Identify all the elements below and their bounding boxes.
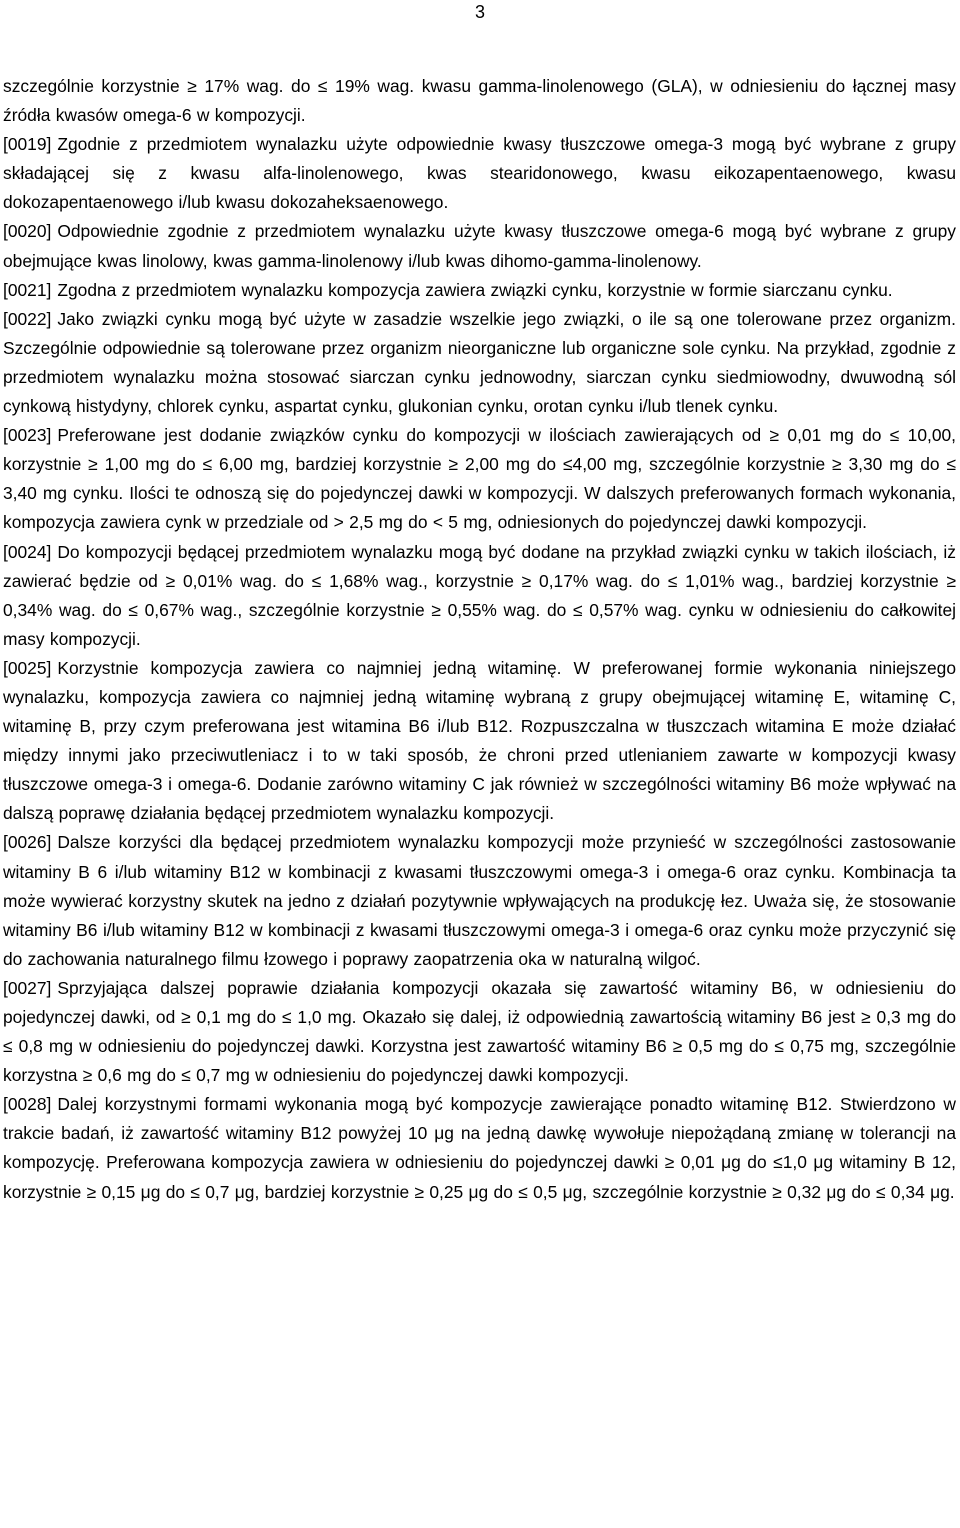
paragraph-0020 — [3, 217, 956, 275]
paragraph-number: [0021] — [3, 279, 52, 300]
paragraph-0024 — [3, 538, 956, 654]
paragraph-0022 — [3, 305, 956, 421]
paragraph-number: [0023] — [3, 425, 52, 446]
paragraph-text: Dalej korzystnymi formami wykonania mogą być kompozycje zawierające ponadto witaminę B12. Stwierdzono w trakcie badań, iż zawartość witaminy B12 powyżej 10 μg na jedną dawkę wywołuje niepożądaną zmianę w tolerancji na kompozycję. Preferowana kompozycja zawiera w odniesieniu do pojedynczej dawki ≥ 0,01 μg do ≤1,0 μg witaminy B 12, korzystnie ≥ 0,15 μg do ≤ 0,7 μg, bardziej korzystnie ≥ 0,25 μg do ≤ 0,5 μg, szczególnie korzystnie ≥ 0,32 μg do ≤ 0,34 μg. — [3, 1094, 956, 1202]
paragraph-0019 — [3, 130, 956, 217]
paragraph-number: [0022] — [3, 308, 52, 329]
paragraph-0023 — [3, 421, 956, 537]
paragraph-0027 — [3, 974, 956, 1090]
paragraph-text: Odpowiednie zgodnie z przedmiotem wynalazku użyte kwasy tłuszczowe omega-6 mogą być wybrane z grupy obejmujące kwas linolowy, kwas gamma-linolenowy i/lub kwas dihomo-gamma-linolenowy. — [3, 221, 956, 271]
paragraph-number: [0019] — [3, 134, 52, 155]
paragraph-number: [0025] — [3, 657, 52, 678]
paragraph-text: Korzystnie kompozycja zawiera co najmniej jedną witaminę. W preferowanej formie wykonania niniejszego wynalazku, kompozycja zawiera co najmniej jedną witaminę wybraną z grupy obejmującej witaminę E, witaminę C, witaminę B, przy czym preferowana jest witamina B6 i/lub B12. Rozpuszczalna w tłuszczach witamina E może działać między innymi jako przeciwutleniacz i to w taki sposób, że chroni przed utlenianiem zawarte w kompozycji kwasy tłuszczowe omega-3 i omega-6. Dodanie zarówno witaminy C jak również w szczególności witaminy B6 może wpływać na dalszą poprawę działania będącej przedmiotem wynalazku kompozycji. — [3, 657, 956, 824]
paragraph-text: Sprzyjająca dalszej poprawie działania kompozycji okazała się zawartość witaminy B6, w odniesieniu do pojedynczej dawki, od ≥ 0,1 mg do ≤ 1,0 mg. Okazało się dalej, iż odpowiednią zawartością witaminy B6 jest ≥ 0,3 mg do ≤ 0,8 mg w odniesieniu do pojedynczej dawki. Korzystna jest zawartość witaminy B6 ≥ 0,5 mg do ≤ 0,75 mg, szczególnie korzystna ≥ 0,6 mg do ≤ 0,7 mg w odniesieniu do pojedynczej dawki kompozycji. — [3, 977, 956, 1086]
paragraph-text: Preferowane jest dodanie związków cynku do kompozycji w ilościach zawierających od ≥ 0,01 mg do ≤ 10,00, korzystnie ≥ 1,00 mg do ≤ 6,00 mg, bardziej korzystnie ≥ 2,00 mg do ≤4,00 mg, szczególnie korzystnie ≥ 3,30 mg do ≤ 3,40 mg cynku. Ilości te odnoszą się do pojedynczej dawki w kompozycji. W dalszych preferowanych formach wykonania, kompozycja zawiera cynk w przedziale od > 2,5 mg do < 5 mg, odniesionych do pojedynczej dawki kompozycji. — [3, 425, 956, 533]
paragraph-0021 — [3, 276, 956, 305]
paragraph-text: Do kompozycji będącej przedmiotem wynalazku mogą być dodane na przykład związki cynku w takich ilościach, iż zawierać będzie od ≥ 0,01% wag. do ≤ 1,68% wag., korzystnie ≥ 0,17% wag. do ≤ 1,01% wag., bardziej korzystnie ≥ 0,34% wag. do ≤ 0,67% wag., szczególnie korzystnie ≥ 0,55% wag. do ≤ 0,57% wag. cynku w odniesieniu do całkowitej masy kompozycji. — [3, 541, 956, 649]
paragraph-number: [0027] — [3, 977, 52, 998]
paragraph-number: [0026] — [3, 832, 52, 853]
paragraph-text: Jako związki cynku mogą być użyte w zasadzie wszelkie jego związki, o ile są one tolerowane przez organizm. Szczególnie odpowiednie są tolerowane przez organizm nieorganiczne lub organiczne sole cynku. Na przykład, zgodnie z przedmiotem wynalazku można stosować siarczan cynku jednowodny, siarczan cynku siedmiowodny, dwuwodną sól cynkową histydyny, chlorek cynku, aspartat cynku, glukonian cynku, orotan cynku i/lub tlenek cynku. — [3, 308, 956, 417]
paragraph-text: Zgodna z przedmiotem wynalazku kompozycja zawiera związki cynku, korzystnie w formie siarczanu cynku. — [57, 279, 893, 300]
paragraph-number: [0024] — [3, 541, 52, 562]
page-number: 3 — [474, 2, 485, 22]
paragraph-number: [0028] — [3, 1094, 52, 1115]
paragraph-number: [0020] — [3, 221, 52, 242]
paragraph-text: Dalsze korzyści dla będącej przedmiotem wynalazku kompozycji może przynieść w szczególności zastosowanie witaminy B 6 i/lub witaminy B12 w kombinacji z kwasami tłuszczowymi omega-3 i omega-6 oraz cynku. Kombinacja ta może wywierać korzystny skutek na jedno z działań pozytywnie wpływających na produkcję łez. Uważa się, że stosowanie witaminy B6 i/lub witaminy B12 w kombinacji z kwasami tłuszczowymi omega-3 i omega-6 oraz cynku może przyczynić się do zachowania naturalnego filmu łzowego i poprawy zaopatrzenia oka w naturalną wilgoć. — [3, 832, 956, 969]
paragraph-0028 — [3, 1090, 956, 1206]
paragraph-text: szczególnie korzystnie ≥ 17% wag. do ≤ 19% wag. kwasu gamma-linolenowego (GLA), w odniesieniu do łącznej masy źródła kwasów omega-6 w kompozycji. — [3, 76, 956, 126]
paragraph-text: Zgodnie z przedmiotem wynalazku użyte odpowiednie kwasy tłuszczowe omega-3 mogą być wybrane z grupy składającej się z kwasu alfa-linolenowego, kwas stearidonowego, kwasu eikozapentaenowego, kwasu dokozapentaenowego i/lub kwasu dokozaheksaenowego. — [3, 134, 956, 213]
paragraph-0025 — [3, 654, 956, 829]
paragraph-continuation — [3, 72, 956, 130]
paragraph-0026 — [3, 828, 956, 973]
document-body — [3, 72, 956, 1207]
